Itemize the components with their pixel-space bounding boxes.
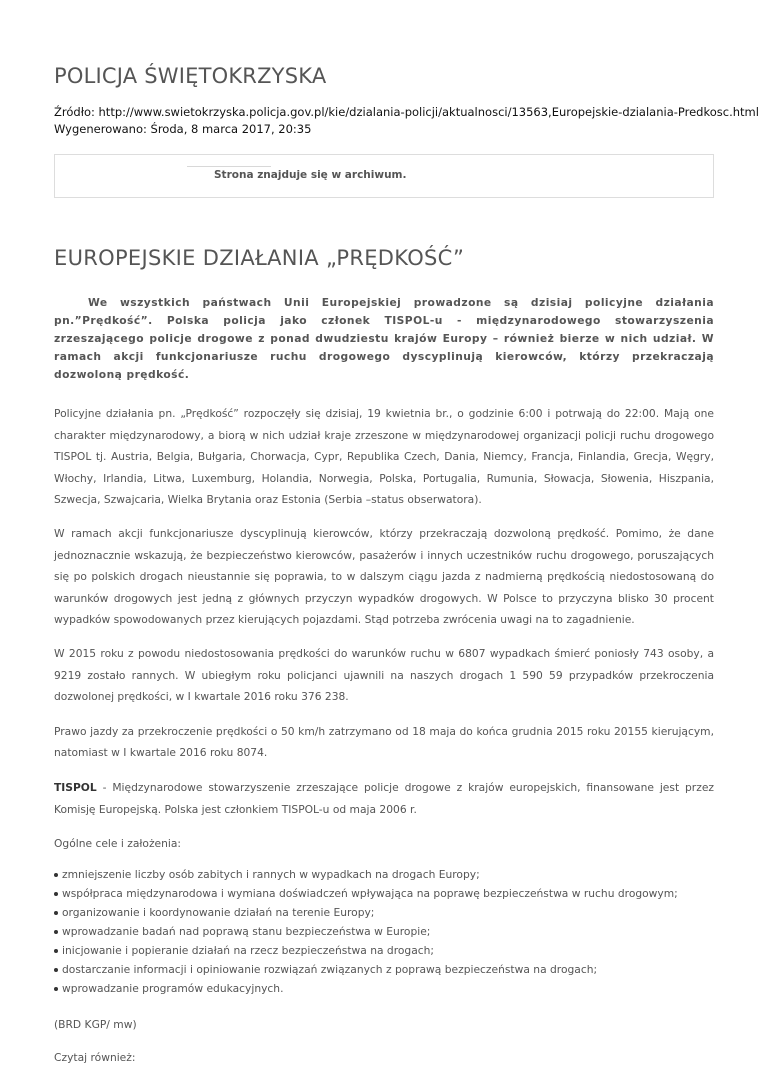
article-paragraph: Policyjne działania pn. „Prędkość” rozpoczęły się dzisiaj, 19 kwietnia br., o godzinie 6:00 i potrwają do 22:00. Mają one charakter międzynarodowy, a biorą w nich udział kraje zrzeszone w międzynarodowej organizacji policji ruchu drogowego TISPOL tj. Austria, Belgia, Bułgaria, Chorwacja, Cypr, Republika Czech, Dania, Niemcy, Francja, Finlandia, Grecja, Węgry, Włochy, Irlandia, Litwa, Luxemburg, Holandia, Norwegia, Polska, Portugalia, Rumunia, Słowacja, Słowenia, Hiszpania, Szwecja, Szwajcaria, Wielka Brytania oraz Estonia (Serbia –status obserwatora). — [54, 407, 714, 507]
goals-list — [54, 865, 714, 998]
goal-item: zmniejszenie liczby osób zabitych i rannych w wypadkach na drogach Europy; — [54, 865, 714, 884]
goal-item: inicjowanie i popieranie działań na rzecz bezpieczeństwa na drogach; — [54, 941, 714, 960]
article-lead: We wszystkich państwach Unii Europejskiej prowadzone są dzisiaj policyjne działania pn.”Prędkość”. Polska policja jako członek TISPOL-u - międzynarodowego stowarzyszenia zrzeszającego policje drogowe z ponad dwudziestu krajów Europy – również bierze w nich udział. W ramach akcji funkcjonariusze ruchu drogowego dyscyplinują kierowców, którzy przekraczają dozwoloną prędkość. — [54, 296, 714, 381]
article-signature: (BRD KGP/ mw) — [54, 1017, 137, 1031]
article-title: EUROPEJSKIE DZIAŁANIA „PRĘDKOŚĆ” — [54, 246, 465, 270]
goal-item: wprowadzanie badań nad poprawą stanu bezpieczeństwa w Europie; — [54, 922, 714, 941]
archive-notice-box — [54, 154, 714, 198]
goals-label: Ogólne cele i założenia: — [54, 837, 182, 851]
article-paragraph: W ramach akcji funkcjonariusze dyscyplinują kierowców, którzy przekraczają dozwoloną prędkość. Pomimo, że dane jednoznacznie wskazują, że bezpieczeństwo kierowców, pasażerów i innych uczestników ruchu drogowego, poruszających się po polskich drogach nieustannie się poprawia, to w dalszym ciągu jazda z nadmierną prędkością niedostosowaną do warunków drogowych jest jedną z głównych przyczyn wypadków drogowych. W Polsce to przyczyna blisko 30 procent wypadków spowodowanych przez kierujących pojazdami. Stąd potrzeba zwrócenia uwagi na to zagadnienie. — [54, 526, 714, 627]
site-title: POLICJA ŚWIĘTOKRZYSKA — [54, 64, 327, 88]
tispol-term: TISPOL — [54, 780, 97, 794]
source-line: Źródło: http://www.swietokrzyska.policja.gov.pl/kie/dzialania-policji/aktualnosci/13563,Europejskie-dzialania-Predkosc.html — [54, 105, 759, 119]
article-paragraph: W 2015 roku z powodu niedostosowania prędkości do warunków ruchu w 6807 wypadkach śmierć poniosły 743 osoby, a 9219 zostało rannych. W ubiegłym roku policjanci ujawnili na naszych drogach 1 590 59 przypadków przekroczenia dozwolonej prędkości, w I kwartale 2016 roku 376 238. — [54, 646, 714, 704]
tispol-description: - Międzynarodowe stowarzyszenie zrzeszające policje drogowe z krajów europejskich, finansowane jest przez Komisję Europejską. Polska jest członkiem TISPOL-u od maja 2006 r. — [54, 780, 714, 816]
see-also-label: Czytaj również: — [54, 1051, 136, 1065]
archive-divider — [187, 166, 271, 167]
generated-line: Wygenerowano: Środa, 8 marca 2017, 20:35 — [54, 122, 312, 136]
article-paragraph: Prawo jazdy za przekroczenie prędkości o 50 km/h zatrzymano od 18 maja do końca grudnia 2015 roku 20155 kierującym, natomiast w I kwartale 2016 roku 8074. — [54, 724, 714, 760]
document-meta — [54, 104, 759, 138]
goal-item: organizowanie i koordynowanie działań na terenie Europy; — [54, 903, 714, 922]
tispol-paragraph — [54, 777, 714, 820]
goal-item: wprowadzanie programów edukacyjnych. — [54, 979, 714, 998]
goal-item: dostarczanie informacji i opiniowanie rozwiązań związanych z poprawą bezpieczeństwa na drogach; — [54, 960, 714, 979]
archive-notice: Strona znajduje się w archiwum. — [214, 169, 407, 181]
goal-item: współpraca międzynarodowa i wymiana doświadczeń wpływająca na poprawę bezpieczeństwa w ruchu drogowym; — [54, 884, 714, 903]
